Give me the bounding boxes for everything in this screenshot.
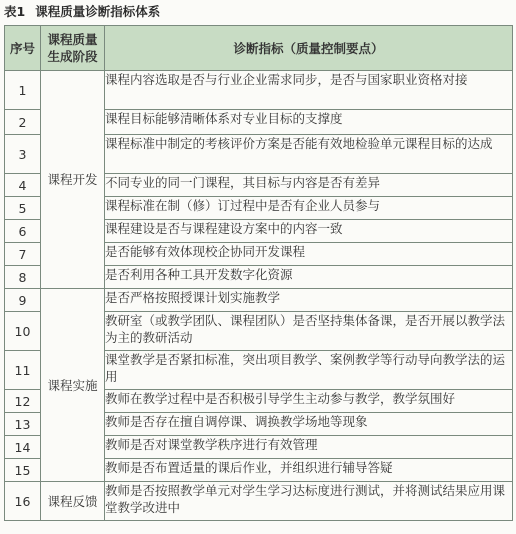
row-index: 10 xyxy=(5,312,41,351)
row-index: 13 xyxy=(5,413,41,436)
row-indicator: 课程内容选取是否与行业企业需求同步，是否与国家职业资格对接 xyxy=(105,71,513,110)
header-index: 序号 xyxy=(5,26,41,71)
row-indicator: 教师是否布置适量的课后作业，并组织进行辅导答疑 xyxy=(105,459,513,482)
table-caption xyxy=(4,2,160,22)
row-index: 3 xyxy=(5,135,41,174)
table-row xyxy=(5,482,513,521)
table-number: 表1 xyxy=(4,4,26,19)
row-index: 6 xyxy=(5,220,41,243)
row-index: 16 xyxy=(5,482,41,521)
table-row xyxy=(5,289,513,312)
stage-development: 课程开发 xyxy=(41,71,105,289)
table-row xyxy=(5,71,513,110)
header-stage: 课程质量 生成阶段 xyxy=(41,26,105,71)
row-indicator: 是否利用各种工具开发数字化资源 xyxy=(105,266,513,289)
row-indicator: 课堂教学是否紧扣标准，突出项目教学、案例教学等行动导向教学法的运用 xyxy=(105,351,513,390)
row-indicator: 课程目标能够清晰体系对专业目标的支撑度 xyxy=(105,110,513,135)
row-index: 1 xyxy=(5,71,41,110)
row-indicator: 教师是否对课堂教学秩序进行有效管理 xyxy=(105,436,513,459)
row-index: 4 xyxy=(5,174,41,197)
row-indicator: 课程标准在制（修）订过程中是否有企业人员参与 xyxy=(105,197,513,220)
row-index: 2 xyxy=(5,110,41,135)
row-indicator: 不同专业的同一门课程，其目标与内容是否有差异 xyxy=(105,174,513,197)
row-index: 7 xyxy=(5,243,41,266)
row-indicator: 教师在教学过程中是否积极引导学生主动参与教学，教学氛围好 xyxy=(105,390,513,413)
row-index: 9 xyxy=(5,289,41,312)
row-index: 11 xyxy=(5,351,41,390)
table-title: 课程质量诊断指标体系 xyxy=(35,4,161,19)
row-indicator: 课程建设是否与课程建设方案中的内容一致 xyxy=(105,220,513,243)
row-indicator: 教师是否存在擅自调停课、调换教学场地等现象 xyxy=(105,413,513,436)
row-indicator: 课程标准中制定的考核评价方案是否能有效地检验单元课程目标的达成 xyxy=(105,135,513,174)
indicator-table xyxy=(4,25,513,521)
row-index: 14 xyxy=(5,436,41,459)
header-row xyxy=(5,26,513,71)
row-index: 5 xyxy=(5,197,41,220)
row-index: 15 xyxy=(5,459,41,482)
header-indicator: 诊断指标（质量控制要点） xyxy=(105,26,513,71)
stage-feedback: 课程反馈 xyxy=(41,482,105,521)
stage-implementation: 课程实施 xyxy=(41,289,105,482)
row-index: 12 xyxy=(5,390,41,413)
row-indicator: 教研室（或教学团队、课程团队）是否坚持集体备课，是否开展以教学法为主的教研活动 xyxy=(105,312,513,351)
row-indicator: 是否能够有效体现校企协同开发课程 xyxy=(105,243,513,266)
row-indicator: 教师是否按照教学单元对学生学习达标度进行测试，并将测试结果应用课堂教学改进中 xyxy=(105,482,513,521)
row-indicator: 是否严格按照授课计划实施教学 xyxy=(105,289,513,312)
row-index: 8 xyxy=(5,266,41,289)
